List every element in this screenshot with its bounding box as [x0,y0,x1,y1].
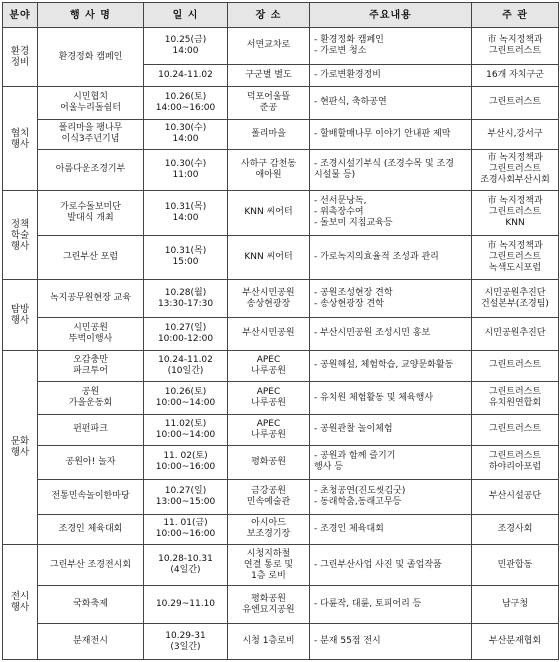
place-cell [228,544,310,585]
table-row [3,514,559,544]
datetime-line: 10:00~16:00 [155,462,216,473]
place-line: 준공 [259,102,278,113]
content-cell [310,514,472,544]
datetime-cell [144,445,228,480]
content-cell [310,350,472,381]
host-line: 市 녹지정책과 [487,153,543,164]
datetime-line: 13:00~15:00 [155,496,216,507]
event-name-cell [38,28,144,87]
event-name-line: 파크투어 [73,365,108,376]
host-line: 그린트러스트 [488,207,542,218]
event-name-line: 가로수돌보미단 [60,201,121,212]
place-line: 민속예술관 [246,496,291,507]
datetime-line: 10.29-31 [165,630,206,641]
datetime-line: 14:00 [172,134,199,145]
category-line: 행사 [10,601,30,613]
category-line: 정비 [10,57,30,69]
content-cell [310,64,472,86]
content-line: - 부산시민공원 조성시민 홍보 [314,328,431,339]
place-line: 평화공원 [251,456,286,467]
host-line: 그린트러스트 [488,97,542,108]
content-line: - 환경정화 캠페인 [314,34,384,45]
content-cell [310,28,472,65]
content-cell [310,280,472,318]
category-cell [3,191,38,280]
event-name-line: 시민공원 [73,322,108,333]
datetime-cell [144,415,228,445]
place-line: 송상현광장 [246,298,291,309]
content-line: - 송상현광장 견학 [314,298,384,309]
host-line: 그린트러스트 [488,387,542,398]
category-cell [3,87,38,191]
place-cell [228,119,310,149]
host-line: 그린트러스트 [488,451,542,462]
content-line: - 조경인 체육대회 [314,523,384,534]
place-line: 구군별 별도 [245,70,292,80]
place-line: 서면교차로 [246,40,291,51]
host-cell [472,149,559,190]
content-cell [310,119,472,149]
place-line: KNN 씨어터 [244,207,293,218]
category-line: 행사 [10,314,30,326]
datetime-cell [144,544,228,585]
datetime-line: 10.27(일) [164,485,207,496]
category-line: 탐방 [10,303,30,315]
datetime-cell [144,191,228,236]
event-name-cell [38,318,144,350]
event-name-cell [38,149,144,190]
place-line: 시청지하철 [246,548,291,559]
host-cell [472,624,559,660]
content-line: - 분재 55점 전시 [314,636,381,647]
content-line: - 공원조성현장 견학 [314,287,393,298]
content-line: - 선서문낭독, [314,196,367,207]
event-name-line: 발대식 개최 [67,212,114,223]
category-line: 전시 [10,590,30,602]
content-line: - 돌보미 지침교육등 [314,218,393,229]
host-line: 그린트러스트 [488,251,542,262]
place-cell [228,624,310,660]
host-line: 부산분재협회 [488,636,542,647]
datetime-line: 10.26(토) [164,91,207,102]
place-cell [228,514,310,544]
host-line: 그린트러스트 [488,360,542,371]
place-line: 금강공원 [251,485,286,496]
host-cell [472,235,559,280]
host-cell [472,415,559,445]
datetime-line: 10.28(월) [164,287,207,298]
host-line: 부산시설공단 [488,491,542,502]
content-line: 행사 등 [314,462,343,473]
table-row [3,119,559,149]
host-line: 유치원연합회 [488,398,542,409]
content-cell [310,381,472,414]
datetime-line: 10.25(금) [164,34,207,45]
event-name-cell [38,381,144,414]
category-line: 행사 [10,138,30,150]
datetime-cell [144,318,228,350]
table-row [3,28,559,65]
datetime-line: 10.26(토) [164,387,207,398]
category-line: 행사 [10,447,30,459]
table-row [3,235,559,280]
place-line: 나루공원 [251,365,286,376]
datetime-line: (10일간) [167,365,204,376]
datetime-line: 10:00~14:00 [155,398,216,409]
event-name-line: 녹지공무원현장 교육 [49,293,132,304]
content-line: - 위촉장수여 [314,207,364,218]
host-line: 하야리아포럼 [488,462,542,473]
place-line: KNN 씨어터 [244,251,293,262]
event-name-line: 국화축제 [73,599,108,610]
datetime-cell [144,28,228,65]
datetime-line: 10.24-11.02 [158,70,213,80]
host-cell [472,586,559,624]
content-cell [310,480,472,515]
host-line: 16개 자치구군 [486,70,544,80]
place-line: 아시아드 [251,518,286,529]
host-line: 부산시,강서구 [487,128,543,139]
event-name-cell [38,586,144,624]
host-line: 조경사회 [497,523,533,534]
place-line: 애아원 [255,169,282,180]
event-name-line: 어울누리돌쉼터 [60,102,121,113]
event-name-line: 그린부산 포럼 [62,251,119,262]
content-line: - 유치원 체험활동 및 체육행사 [314,392,434,403]
event-name-line: 환경정화 캠페인 [58,51,123,62]
place-line: 보조경기장 [246,529,291,540]
host-line: 市 녹지정책과 [487,196,543,207]
datetime-cell [144,235,228,280]
event-name-line: 뚜벅이행사 [68,333,113,344]
table-row [3,544,559,585]
table-row [3,480,559,515]
datetime-line: 10.28-10.31 [158,554,213,565]
event-schedule-table [2,2,559,660]
place-line: APEC [256,418,281,429]
event-name-line: 가을운동회 [68,398,113,409]
content-line: - 그린부산사업 사진 및 졸업작품 [314,559,442,570]
event-name-line: 분재전시 [73,636,108,647]
datetime-cell [144,149,228,190]
content-cell [310,624,472,660]
header-row [3,3,559,28]
datetime-line: 11.02(토) [164,418,207,429]
header-event-name: 행 사 명 [38,3,144,28]
host-cell [472,445,559,480]
content-cell [310,318,472,350]
content-cell [310,149,472,190]
datetime-line: 10:00-12:00 [157,333,214,344]
event-name-line: 공원 [81,387,100,398]
category-cell [3,350,38,544]
host-cell [472,318,559,350]
datetime-line: 10.31(목) [164,246,207,257]
header-place: 장 소 [228,3,310,28]
event-name-cell [38,350,144,381]
datetime-line: 10.31(목) [164,201,207,212]
place-line: APEC [256,354,281,365]
table-row [3,445,559,480]
table-row [3,350,559,381]
event-name-cell [38,235,144,280]
datetime-line: (4일간) [170,565,201,576]
datetime-line: 14:00 [172,212,199,223]
place-cell [228,191,310,236]
datetime-cell [144,119,228,149]
event-name-cell [38,191,144,236]
place-cell [228,318,310,350]
content-line: - 가로녹지의효율적 조성과 관리 [314,251,439,262]
header-content: 주요내용 [310,3,472,28]
event-name-line: 아름다운조경기부 [55,164,126,175]
content-line: - 가로변환경정비 [314,70,381,80]
table-row [3,87,559,119]
content-line: - 조경시설기부식 (조경수목 및 조경 [314,158,454,169]
host-cell [472,544,559,585]
category-cell [3,28,38,87]
host-cell [472,191,559,236]
host-cell [472,480,559,515]
datetime-line: (3일간) [170,641,201,652]
host-cell [472,381,559,414]
datetime-line: 10.30(수) [164,123,207,134]
host-line: 시민공원추진단 [484,328,546,339]
content-line: - 현판식, 축하공연 [314,97,387,108]
place-cell [228,64,310,86]
place-line: 1층 로비 [251,570,286,581]
table-row [3,191,559,236]
content-cell [310,191,472,236]
category-line: 문화 [10,436,30,448]
place-line: 부산시민공원 [242,328,295,339]
host-cell [472,280,559,318]
table-row [3,415,559,445]
category-cell [3,544,38,659]
host-cell [472,514,559,544]
table-row [3,149,559,190]
datetime-cell [144,350,228,381]
content-cell [310,235,472,280]
datetime-cell [144,64,228,86]
place-cell [228,350,310,381]
content-cell [310,87,472,119]
category-line: 협치 [10,127,30,139]
place-line: APEC [256,387,281,398]
event-name-cell [38,87,144,119]
place-line: 폴리마을 [251,128,286,139]
event-name-line: 전통민속놀이한마당 [51,491,130,502]
datetime-line: 11:00 [172,169,199,180]
datetime-line: 15:00 [172,257,199,268]
event-name-line: 그린부산 조경전시회 [49,559,132,570]
datetime-line: 10.29~11.10 [155,599,216,610]
category-line: 행사 [10,240,30,252]
event-name-line: 오감충만 [73,354,108,365]
host-cell [472,64,559,86]
event-name-line: 이식3주년기념 [61,134,120,145]
datetime-cell [144,586,228,624]
category-cell [3,280,38,350]
content-line: 시설물 등) [314,169,356,180]
event-name-line: 시민협치 [73,91,108,102]
event-name-cell [38,119,144,149]
datetime-line: 11. 02(토) [163,451,208,462]
place-cell [228,586,310,624]
event-name-cell [38,280,144,318]
datetime-line: 14:00 [172,45,199,56]
host-line: 市 녹지정책과 [487,240,543,251]
datetime-cell [144,480,228,515]
host-line: 건설본부(조경팀) [481,298,549,309]
place-cell [228,280,310,318]
datetime-line: 10.30(수) [164,158,207,169]
place-cell [228,87,310,119]
place-cell [228,149,310,190]
datetime-line: 11. 01(금) [163,518,208,529]
header-category: 분야 [3,3,38,28]
header-datetime: 일 시 [144,3,228,28]
content-cell [310,445,472,480]
datetime-cell [144,514,228,544]
host-line: 그린트러스트 [488,45,542,56]
place-line: 나루공원 [251,429,286,440]
datetime-line: 10:00~16:00 [155,529,216,540]
table-row [3,624,559,660]
datetime-line: 10.27(일) [164,322,207,333]
content-line: - 공원관찰 놀이체험 [314,424,393,435]
content-line: - 동래학춤,동래고무등 [314,496,402,507]
event-name-line: 폴리마을 팽나무 [58,123,123,134]
place-cell [228,445,310,480]
place-cell [228,480,310,515]
place-cell [228,381,310,414]
place-cell [228,28,310,65]
host-line: 민관합동 [497,559,533,570]
content-cell [310,544,472,585]
host-line: 그린트러스트 [488,424,542,435]
table-row [3,586,559,624]
datetime-line: 13:30-17:30 [157,298,214,309]
content-line: - 초청공연(진도씻김굿) [314,485,406,496]
event-name-cell [38,624,144,660]
table-row [3,318,559,350]
category-line: 정책 [10,218,30,230]
host-cell [472,28,559,65]
host-cell [472,350,559,381]
table-row [3,381,559,414]
event-name-cell [38,544,144,585]
table-row [3,280,559,318]
place-line: 연결 통로 및 [243,559,294,570]
datetime-cell [144,381,228,414]
content-line: - 할배할매나무 이야기 안내판 제막 [314,128,451,139]
host-line: 그린트러스트 [488,164,542,175]
place-line: 사하구 감천동 [240,158,297,169]
host-line: 시민공원추진단 [484,287,546,298]
datetime-cell [144,624,228,660]
host-line: KNN [505,218,525,229]
place-cell [228,235,310,280]
datetime-line: 10.24-11.02 [158,354,213,365]
datetime-cell [144,87,228,119]
place-line: 부산시민공원 [242,287,295,298]
content-cell [310,586,472,624]
host-line: 남구청 [501,599,529,610]
content-line: - 공원과 함께 즐기기 [314,451,396,462]
place-line: 평화공원 [251,593,286,604]
category-line: 환경 [10,46,30,58]
event-name-cell [38,445,144,480]
place-line: 덕포어울뜰 [246,91,291,102]
datetime-line: 14:00~16:00 [155,102,216,113]
datetime-cell [144,280,228,318]
event-name-line: 공원아! 놀자 [65,456,116,467]
content-line: - 공원해설, 체험학습, 교양문화활동 [314,360,454,371]
place-line: 나루공원 [251,398,286,409]
datetime-line: 10:00~14:00 [155,429,216,440]
event-name-line: 조경인 체육대회 [58,523,123,534]
place-line: 유엔묘지공원 [242,604,295,615]
header-host: 주 관 [472,3,559,28]
host-line: 조경사회부산시회 [480,175,550,186]
host-cell [472,87,559,119]
place-cell [228,415,310,445]
content-line: - 가로변 청소 [314,45,367,56]
event-name-cell [38,514,144,544]
place-line: 시청 1층로비 [242,636,295,647]
content-line: - 다륜작, 대륜, 토피어리 등 [314,599,422,610]
content-cell [310,415,472,445]
host-line: 녹색도시포럼 [488,262,542,273]
category-line: 학술 [10,229,30,241]
host-line: 市 녹지정책과 [487,34,543,45]
event-name-cell [38,480,144,515]
host-cell [472,119,559,149]
event-name-cell [38,415,144,445]
event-name-line: 펀펀파크 [73,424,108,435]
